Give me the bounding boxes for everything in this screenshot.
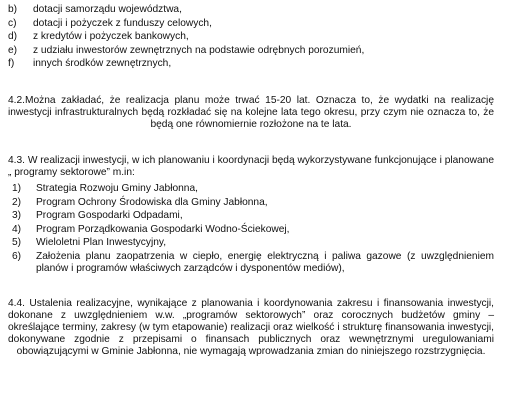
- paragraph-4-4: 4.4. Ustalenia realizacyjne, wynikające z planowania i koordynowania zakresu i finansowania inwestycji, dokonane z uwzględnieniem w.w. „programów sektorowych” oraz corocznych budżetów gminy – określające terminy, zakresy (w tym etapowanie) realizacji oraz wielkość i strukturę finansowania inwestycji, dokonywane zgodnie z przepisami o finansach publicznych oraz wewnętrznymi uregulowaniami obowiązującymi w Gminie Jabłonna, nie wymagają wprowadzania zmian do niniejszego rozstrzygnięcia.: [8, 298, 494, 357]
- list-item: [8, 224, 494, 236]
- list-item-text: Założenia planu zaopatrzenia w ciepło, energię elektryczną i paliwa gazowe (z uwzględnieniem planów i programów właściwych zarządców i dysponentów mediów),: [36, 250, 494, 274]
- list-item-text: Program Ochrony Środowiska dla Gminy Jabłonna,: [36, 196, 268, 208]
- list-item-text: innych środków zewnętrznych,: [33, 58, 172, 69]
- list-item-text: Program Gospodarki Odpadami,: [36, 210, 183, 221]
- list-item-text: dotacji i pożyczek z funduszy celowych,: [33, 17, 212, 29]
- list-item: [8, 58, 503, 72]
- list-marker: e): [8, 44, 18, 56]
- list-marker: 3): [12, 210, 22, 221]
- list-item: [8, 31, 503, 45]
- list-marker: 1): [12, 183, 22, 194]
- list-item: [8, 210, 494, 222]
- list-item: [8, 4, 503, 18]
- list-item: [8, 197, 494, 209]
- list-item: [8, 251, 494, 275]
- list-marker: 4): [12, 223, 22, 235]
- list-marker: 2): [12, 196, 22, 208]
- list-item-text: z kredytów i pożyczek bankowych,: [33, 31, 189, 42]
- sector-programs-list: [8, 183, 494, 276]
- list-marker: c): [8, 17, 17, 29]
- list-marker: b): [8, 4, 18, 15]
- list-item-text: Wieloletni Plan Inwestycyjny,: [36, 237, 167, 248]
- list-item-text: z udziału inwestorów zewnętrznych na podstawie odrębnych porozumień,: [33, 44, 365, 56]
- paragraph-4-3: 4.3. W realizacji inwestycji, w ich planowaniu i koordynacji będą wykorzystywane funkcjonujące i planowane „ programy sektorowe” m.in:: [8, 155, 494, 178]
- list-item-text: dotacji samorządu województwa,: [33, 4, 182, 15]
- list-item: [8, 45, 503, 59]
- paragraph-4-2: 4.2.Można zakładać, że realizacja planu może trwać 15-20 lat. Oznacza to, że wydatki na realizację inwestycji infrastrukturalnych będą rozkładać się na kolejne lata tego okresu, przy czym nie oznacza to, że będą one równomiernie rozłożone na te lata.: [8, 95, 494, 130]
- list-item: [8, 18, 503, 32]
- list-item-text: Strategia Rozwoju Gminy Jabłonna,: [36, 183, 198, 194]
- list-marker: 5): [12, 237, 22, 248]
- funding-sources-list: [8, 4, 503, 72]
- list-item: [8, 183, 494, 195]
- list-item-text: Program Porządkowania Gospodarki Wodno-Ściekowej,: [36, 223, 290, 235]
- list-marker: f): [8, 58, 15, 69]
- list-marker: 6): [12, 250, 22, 262]
- list-item: [8, 237, 494, 249]
- list-marker: d): [8, 31, 18, 42]
